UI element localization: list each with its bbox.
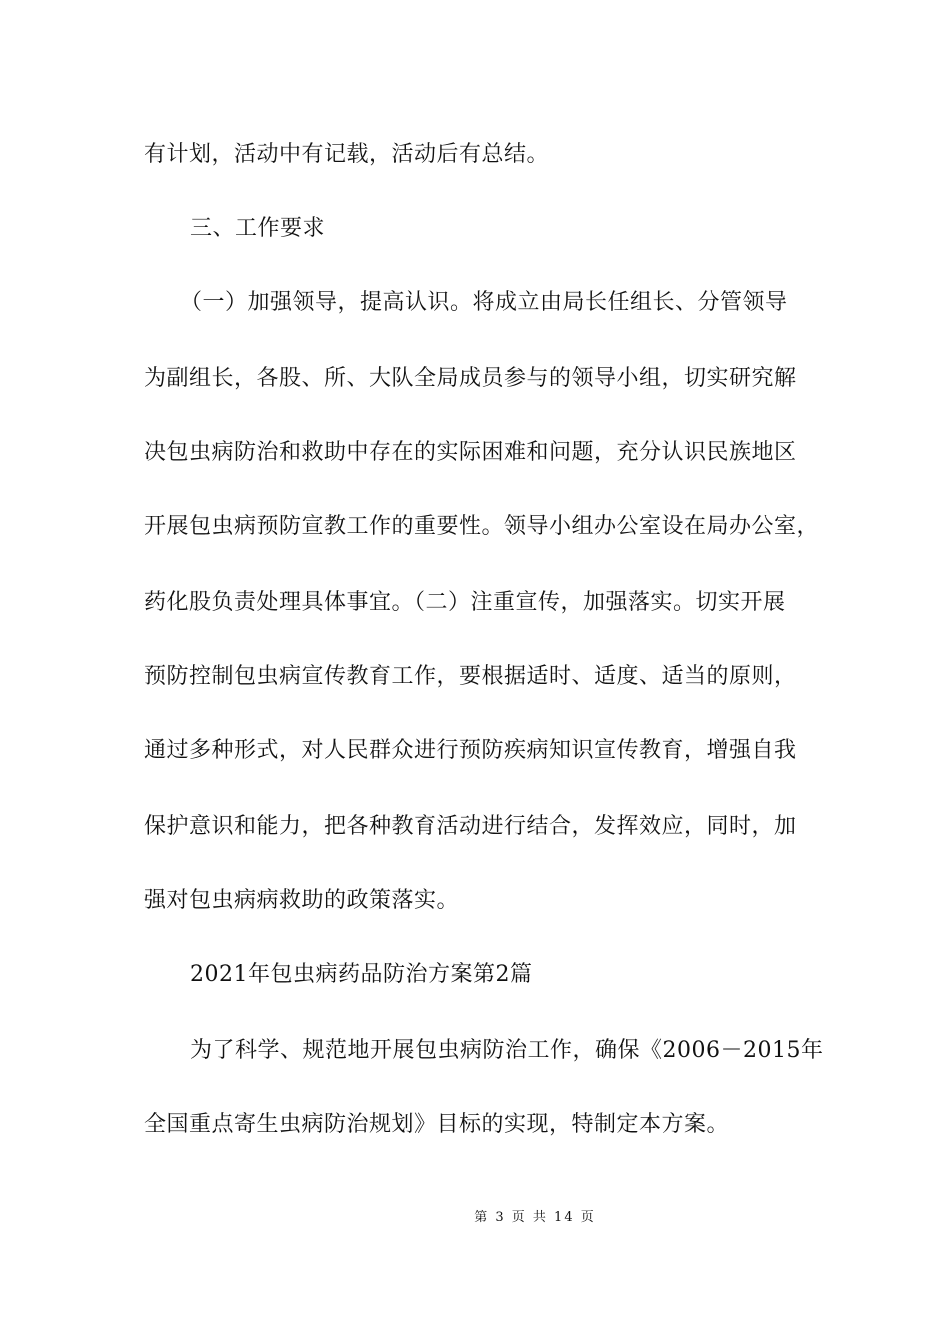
paragraph-line-11: 强对包虫病病救助的政策落实。 [144,888,460,913]
paragraph-line-8: 预防控制包虫病宣传教育工作，要根据适时、适度、适当的原则， [144,664,797,689]
page-number-label: 第 3 页 共 14 页 [474,1210,596,1225]
paragraph-line-13: 为了科学、规范地开展包虫病防治工作，确保《2006－2015年 [190,1038,824,1063]
paragraph-line-10: 保护意识和能力，把各种教育活动进行结合，发挥效应，同时，加 [144,814,797,839]
section-heading-work-requirements: 三、工作要求 [190,216,326,241]
paragraph-line-5: 决包虫病防治和救助中存在的实际困难和问题，充分认识民族地区 [144,440,797,465]
page-footer [0,1208,950,1228]
paragraph-line-14: 全国重点寄生虫病防治规划》目标的实现，特制定本方案。 [144,1112,730,1137]
section-title-plan-2: 2021年包虫病药品防治方案第2篇 [190,962,533,987]
paragraph-line-7: 药化股负责处理具体事宜。（二）注重宣传，加强落实。切实开展 [144,590,786,615]
paragraph-line-6: 开展包虫病预防宣教工作的重要性。领导小组办公室设在局办公室， [144,514,820,539]
paragraph-line-3: （一）加强领导，提高认识。将成立由局长任组长、分管领导 [180,290,788,315]
paragraph-line-9: 通过多种形式，对人民群众进行预防疾病知识宣传教育，增强自我 [144,738,797,763]
paragraph-line-1: 有计划，活动中有记载，活动后有总结。 [144,142,550,167]
paragraph-line-4: 为副组长，各股、所、大队全局成员参与的领导小组，切实研究解 [144,366,797,391]
